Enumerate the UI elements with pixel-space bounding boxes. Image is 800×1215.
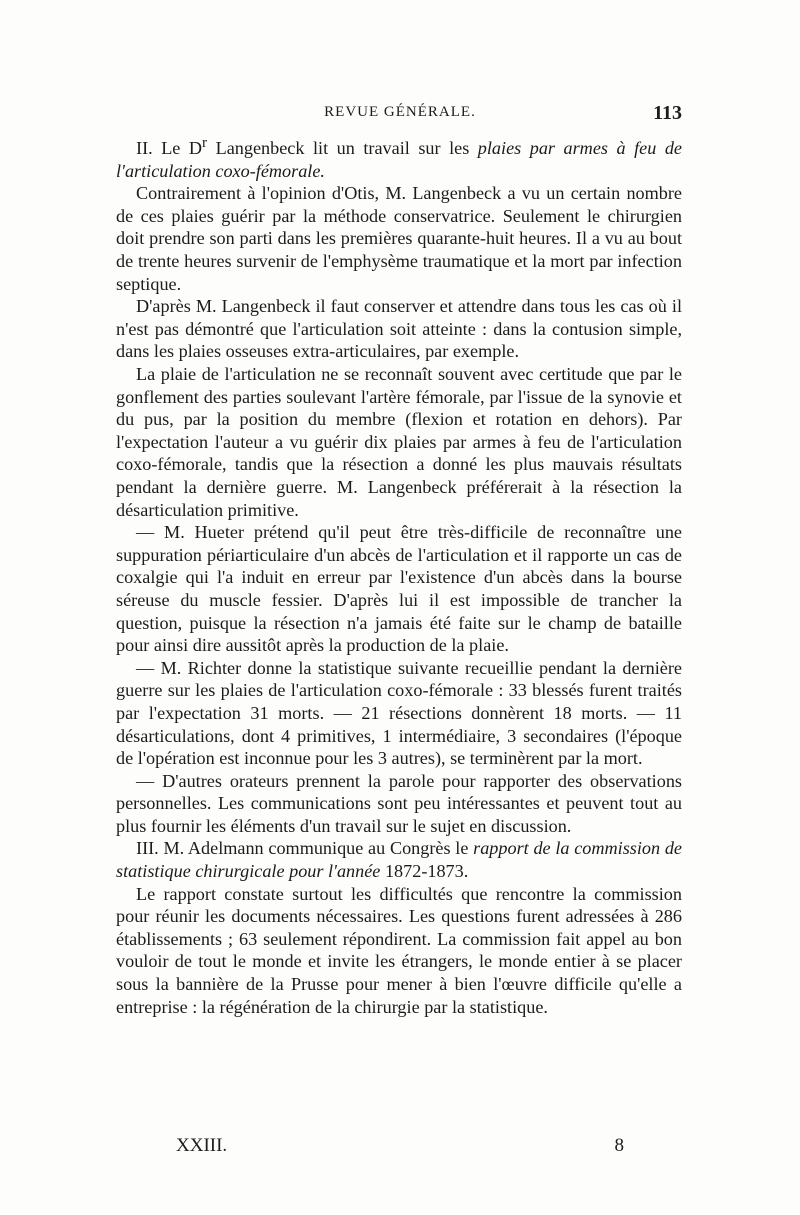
italic-subject: plaies par armes à feu de l'articulation coxo-fémorale. — [116, 138, 682, 181]
paragraph-section-two-heading — [116, 132, 682, 182]
paragraph: La plaie de l'articulation ne se reconnaît souvent avec certitude que par le gonflement des parties soulevant l'artère fémorale, par l'issue de la synovie et du pus, par la position du membre (flexion et rotation en dehors). Par l'expectation l'auteur a vu guérir dix plaies par armes à feu de l'articulation coxo-fémorale, tandis que la résection a donné les plus mauvais résultats pendant la dernière guerre. M. Langenbeck préférerait à la résection la désarticulation primitive. — [116, 364, 682, 520]
doctor-abbreviation-superscript: r — [202, 134, 208, 151]
paragraph: — D'autres orateurs prennent la parole pour rapporter des observations personnelles. Les communications sont peu intéressantes et peuvent tout au plus fournir les éléments d'un travail sur le sujet en discussion. — [116, 770, 682, 836]
report-years: 1872-1873. — [380, 861, 469, 882]
paragraph-text: Langenbeck lit un travail sur les — [207, 138, 478, 159]
article-body — [116, 132, 682, 1018]
page-footer — [176, 1135, 624, 1161]
paragraph-section-three-heading — [116, 837, 682, 882]
paragraph: Contrairement à l'opinion d'Otis, M. Langenbeck a vu un certain nombre de ces plaies guérir par la méthode conservatrice. Seulement le chirurgien doit prendre son parti dans les premières quarante-huit heures. Il a vu au bout de trente heures survenir de l'emphysème traumatique et la mort par infection septique. — [116, 183, 682, 294]
paragraph: Le rapport constate surtout les difficultés que rencontre la commission pour réunir les documents nécessaires. Les questions furent adressées à 286 établissements ; 63 seulement répondirent. La commission fait appel au bon vouloir de tout le monde et invite les étrangers, le monde entier à se placer sous la bannière de la Prusse pour mener à bien l'œuvre difficile qu'elle a entreprise : la régénération de la chirurgie par la statistique. — [116, 883, 682, 1017]
paragraph-lead-text: II. Le D — [136, 138, 203, 159]
page-header — [118, 102, 682, 126]
italic-report-title: rapport de la commission de statistique chirurgicale pour l'année — [116, 838, 682, 882]
running-title: REVUE GÉNÉRALE. — [324, 104, 476, 120]
paragraph: D'après M. Langenbeck il faut conserver et attendre dans tous les cas où il n'est pas démontré que l'articulation soit atteinte : dans la contusion simple, dans les plaies osseuses extra-articulaires, par exemple. — [116, 296, 682, 362]
page-number: 113 — [653, 102, 682, 124]
paragraph: — M. Hueter prétend qu'il peut être très-difficile de reconnaître une suppuration périarticulaire d'un abcès de l'articulation et il rapporte un cas de coxalgie qui l'a induit en erreur par l'existence d'un abcès dans la bourse séreuse du muscle fessier. D'après lui il est impossible de trancher la question, puisque la résection n'a jamais été faite sur le champ de bataille pour ainsi dire aussitôt après la production de la plaie. — [116, 522, 682, 656]
sheet-number: 8 — [614, 1135, 624, 1156]
paragraph-lead-text: III. M. Adelmann communique au Congrès le — [136, 838, 474, 859]
volume-signature: XXIII. — [176, 1135, 228, 1156]
paragraph: — M. Richter donne la statistique suivante recueillie pendant la dernière guerre sur les plaies de l'articulation coxo-fémorale : 33 blessés furent traités par l'expectation 31 morts. — 21 résections donnèrent 18 morts. — 11 désarticulations, dont 4 primitives, 1 intermédiaire, 3 secondaires (l'époque de l'opération est inconnue pour les 3 autres), se terminèrent par la mort. — [116, 657, 682, 769]
